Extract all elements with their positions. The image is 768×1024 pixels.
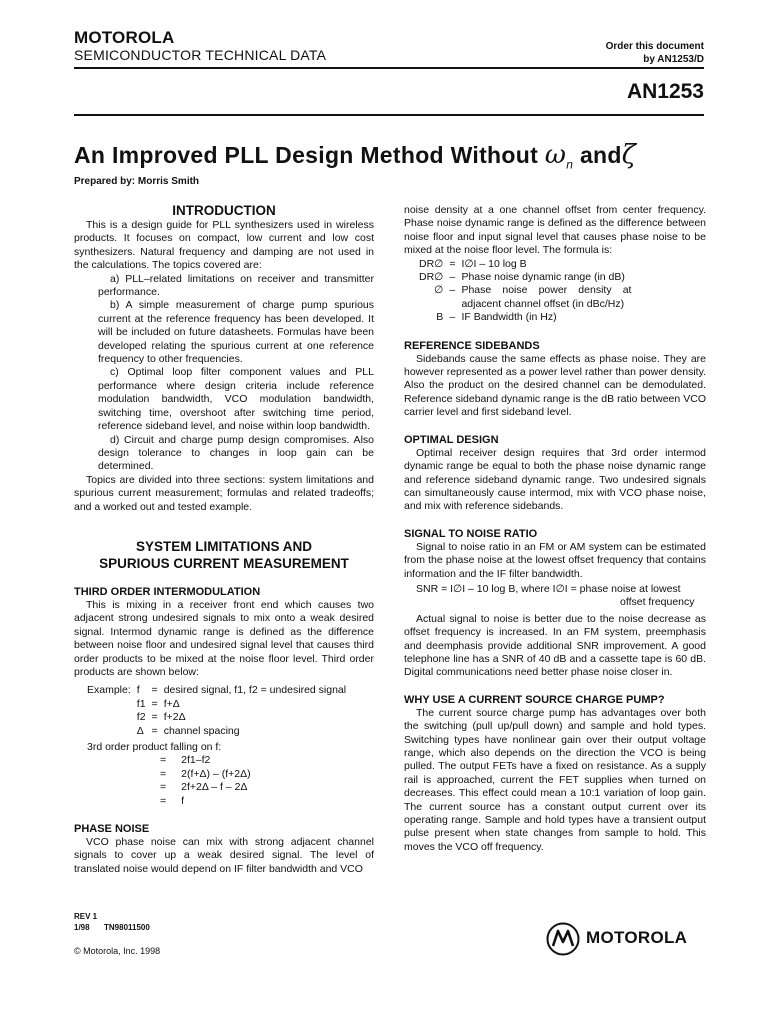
snr-formula-line-2: offset frequency	[620, 596, 695, 609]
intro-paragraph-1: This is a design guide for PLL synthesizers used in wireless products. It focuses on compact, low current and low cost synthesizers. Natural frequency and damping are not used in the calculations. The topics covered are:	[74, 219, 374, 272]
optimal-design-paragraph: Optimal receiver design requires that 3rd order intermod dynamic range be equal to both the phase noise dynamic range and reference sideband dynamic range. Two undesired signals can simultaneously cause intermod, mix with VCO phase noise, and mix with reference sidebands.	[404, 446, 706, 513]
def-rhs: IF Bandwidth (in Hz)	[461, 311, 557, 324]
motorola-logo-text: MOTOROLA	[586, 928, 688, 947]
ex-op: =	[151, 711, 158, 724]
snr-paragraph-2: Actual signal to noise is better due to the noise decrease as offset frequency is increased. In an FM system, preemphasis and deemphasis provide additional SNR improvement. A good telephone line has a SNR of 40 dB and a cassette tape is 60 dB. Digital communications need better phase noise closer in.	[404, 612, 706, 679]
def-lhs: B	[436, 311, 444, 324]
ex-lhs: f2	[136, 711, 146, 724]
ex-lhs: f1	[136, 697, 146, 710]
def-rhs: Phase noise dynamic range (in dB)	[461, 271, 625, 284]
phase-noise-heading: PHASE NOISE	[74, 823, 150, 836]
example-label: Example:	[87, 684, 131, 697]
order-line-1: Order this document	[605, 41, 704, 52]
header-rule	[74, 67, 704, 69]
ex-lhs: f	[136, 684, 140, 697]
page-title	[74, 140, 704, 172]
zeta-symbol: ζ	[621, 140, 637, 170]
def-lhs: DR∅	[419, 271, 444, 284]
def-lhs: DR∅	[419, 257, 444, 270]
document-number: AN1253	[626, 80, 704, 103]
prod-rhs: 2f1–f2	[181, 754, 211, 767]
ex-rhs: channel spacing	[163, 724, 240, 737]
def-op: –	[449, 311, 456, 324]
intro-item-d: d) Circuit and charge pump design compromises. Also design tolerance to changes in loop gain can be determined.	[98, 433, 374, 473]
snr-formula-line-1: SNR = I∅I – 10 log B, where I∅I = phase noise at lowest	[416, 582, 681, 595]
prod-rhs: 2f+2Δ – f – 2Δ	[181, 781, 248, 794]
intro-item-c: c) Optimal loop filter component values and PLL performance where design criteria include reference modulation bandwidth, VCO modulation bandwidth, switching time, overshoot after switching time period, reference sideband level, and noise within loop bandwidth.	[98, 366, 374, 433]
intro-item-b: b) A simple measurement of charge pump spurious current at the reference frequency has been developed. It will be included on future datasheets. Formulas have been developed relating the spurious current at one reference frequency to other frequencies.	[98, 299, 374, 366]
phase-noise-definitions	[416, 258, 634, 325]
ex-lhs: Δ	[136, 724, 144, 737]
prod-op: =	[160, 754, 167, 767]
charge-pump-heading: WHY USE A CURRENT SOURCE CHARGE PUMP?	[404, 693, 665, 706]
reference-sidebands-paragraph: Sidebands cause the same effects as phase noise. They are however represented as a power level rather than power density. Also the product on the desired channel can be demodulated. Reference sideband dynamic range is the dB ratio between VCO carrier level and first sideband level.	[404, 352, 706, 419]
right-column	[404, 204, 706, 854]
phase-noise-continued: noise density at a one channel offset from center frequency. Phase noise dynamic range is defined as the difference between noise floor and input signal level that causes phase noise to be mixed at the noise floor level. The formula is:	[404, 204, 706, 257]
prod-rhs: f	[181, 794, 185, 807]
def-rhs: Phase noise power density at adjacent channel offset (in dBc/Hz)	[461, 284, 632, 310]
def-op: =	[449, 257, 456, 270]
heading-line-1: SYSTEM LIMITATIONS AND	[136, 538, 312, 554]
optimal-design-heading: OPTIMAL DESIGN	[404, 433, 499, 446]
def-op: –	[449, 284, 456, 297]
omega-symbol: ω	[544, 140, 567, 170]
reference-sidebands-heading: REFERENCE SIDEBANDS	[404, 339, 540, 352]
document-code: TN98011500	[104, 923, 150, 932]
third-order-paragraph: This is mixing in a receiver front end which causes two adjacent strong undesired signals to mix onto a weak desired signal. Intermod dynamic range is defined as the difference between noise floor and undesired signal level that causes third order products to be mixed at the noise floor level. Third order products are shown below:	[74, 598, 374, 678]
brand-name: MOTOROLA	[74, 28, 175, 47]
falling-label: 3rd order product falling on f:	[87, 741, 222, 753]
ex-rhs: desired signal, f1, f2 = undesired signal	[163, 684, 347, 697]
charge-pump-paragraph: The current source charge pump has advantages over both the switching (pull up/pull down) and sample and hold types. Switching types have nonlinear gain over their output voltage range, which also depends on the direction the VCO is being pulled. The output FETs have a fixed on resistance. As a supply rail is approached, current the FET supplies when turned on decreases. This effect could mean a 10:1 variation of loop gain. The current source has a constant output current over its operating range. Sample and hold types have a transient output pulse present when state changes from sample to hold. This moves the VCO off frequency.	[404, 706, 706, 853]
title-text: An Improved PLL Design Method Without	[74, 142, 539, 168]
ex-rhs: f+Δ	[163, 697, 180, 710]
snr-paragraph-1: Signal to noise ratio in an FM or AM system can be estimated from the phase noise at the lowest offset frequency that contains information and the IF filter bandwidth.	[404, 540, 706, 580]
ex-op: =	[151, 697, 158, 710]
ex-rhs: f+2Δ	[163, 711, 186, 724]
title-and: and	[579, 142, 622, 168]
revision-date: 1/98	[74, 923, 90, 932]
third-order-heading: THIRD ORDER INTERMODULATION	[74, 585, 261, 598]
document-type: SEMICONDUCTOR TECHNICAL DATA	[74, 47, 327, 63]
order-line-2: by AN1253/D	[643, 54, 704, 65]
intro-item-a: a) PLL–related limitations on receiver and transmitter performance.	[98, 272, 374, 299]
prod-op: =	[160, 794, 167, 807]
prod-rhs: 2(f+Δ) – (f+2Δ)	[181, 767, 251, 780]
introduction-heading: INTRODUCTION	[172, 203, 276, 218]
example-table	[84, 684, 349, 738]
prod-op: =	[160, 781, 167, 794]
phase-noise-paragraph: VCO phase noise can mix with strong adjacent channel signals to cover up a weak desired signal. The level of translated noise would depend on IF filter bandwidth and VCO	[74, 836, 374, 875]
heading-line-2: SPURIOUS CURRENT MEASUREMENT	[99, 555, 349, 571]
def-rhs: I∅I – 10 log B	[461, 257, 527, 270]
intro-paragraph-2: Topics are divided into three sections: system limitations and spurious current measurement; formulas and related tradeoffs; and a worked out and tested example.	[74, 473, 374, 513]
def-op: –	[449, 271, 456, 284]
revision-label: REV 1	[74, 912, 98, 921]
omega-subscript: n	[566, 157, 574, 172]
copyright: © Motorola, Inc. 1998	[74, 946, 161, 956]
def-lhs: ∅	[434, 284, 444, 297]
left-column	[74, 202, 374, 876]
snr-heading: SIGNAL TO NOISE RATIO	[404, 527, 538, 540]
system-limitations-heading	[74, 538, 374, 572]
title-rule	[74, 114, 704, 116]
ex-op: =	[151, 724, 158, 737]
prod-op: =	[160, 767, 167, 780]
order-info	[606, 40, 704, 66]
product-table	[157, 754, 254, 808]
ex-op: =	[151, 684, 158, 697]
prepared-by: Prepared by: Morris Smith	[74, 176, 200, 187]
motorola-batwing-icon	[546, 922, 580, 956]
